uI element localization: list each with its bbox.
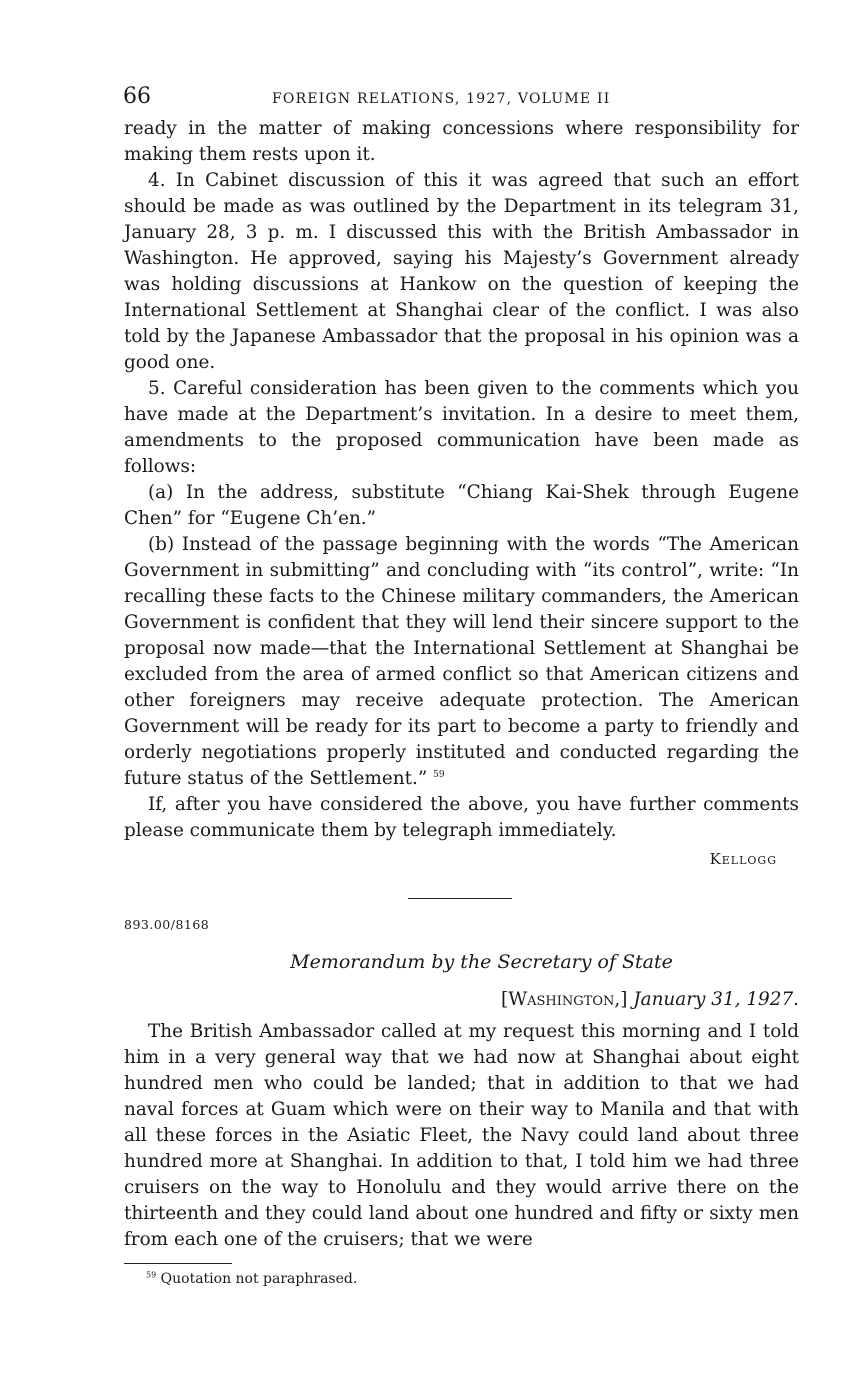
footnote [124, 1271, 799, 1287]
paragraph-a: (a) In the address, substitute “Chiang Kai-Shek through Eugene Chen” for “Eugene Ch’en.” [124, 482, 799, 529]
paragraph-4: 4. In Cabinet discussion of this it was agreed that such an effort should be made as was outlined by the Department in its telegram 31, January 28, 3 p. m. I discussed this with the British Ambassador in Washington. He approved, saying his Majesty’s Government already was holding discussions at Hankow on the question of keeping the International Settlement at Shanghai clear of the conflict. I was also told by the Japanese Ambassador that the proposal in his opinion was a good one. [124, 170, 799, 373]
memo-place: [Washington,] [501, 989, 628, 1010]
memo-date: January 31, 1927. [633, 989, 799, 1010]
page-header [124, 80, 799, 116]
paragraph-final: If, after you have considered the above, you have further comments please communicate them by telegraph immediately. [124, 794, 799, 841]
signature: Kellogg [709, 850, 777, 868]
section-divider [408, 898, 512, 899]
memo-dateline [124, 989, 799, 1019]
file-number: 893.00/8168 [124, 917, 210, 932]
paragraph-b [124, 532, 799, 792]
page-number: 66 [123, 84, 151, 109]
memo-title: Memorandum by the Secretary of State [290, 951, 673, 973]
paragraph-continued: ready in the matter of making concessions where responsibility for making them rests upon it. [124, 118, 799, 165]
footnote-text: Quotation not paraphrased. [160, 1271, 358, 1287]
paragraph-b-text: (b) Instead of the passage beginning with the words “The American Government in submitting” and concluding with “its control”, write: “In recalling these facts to the Chinese military commanders, the American Government is confident that they will lend their sincere support to the proposal now made—that the International Settlement at Shanghai be excluded from the area of armed conflict so that American citizens and other foreigners may receive adequate protection. The American Government will be ready for its part to become a party to friendly and orderly negotiations properly instituted and conducted regarding the future status of the Settlement.” [124, 534, 799, 789]
footnote-divider [124, 1263, 232, 1264]
footnote-number: 59 [146, 1270, 157, 1280]
paragraph-5: 5. Careful consideration has been given to the comments which you have made at the Department’s invitation. In a desire to meet them, amendments to the proposed communication have been made as follows: [124, 378, 799, 477]
running-title: FOREIGN RELATIONS, 1927, VOLUME II [272, 91, 611, 107]
document-page [124, 80, 799, 1287]
footnote-reference: 59 [433, 769, 445, 780]
memo-text: The British Ambassador called at my request this morning and I told him in a very general way that we had now at Shanghai about eight hundred men who could be landed; that in addition to that we had naval forces at Guam which were on their way to Manila and that with all these forces in the Asiatic Fleet, the Navy could land about three hundred more at Shanghai. In addition to that, I told him we had three cruisers on the way to Honolulu and they would arrive there on the thirteenth and they could land about one hundred and fifty or sixty men from each one of the cruisers; that we were [124, 1021, 799, 1250]
